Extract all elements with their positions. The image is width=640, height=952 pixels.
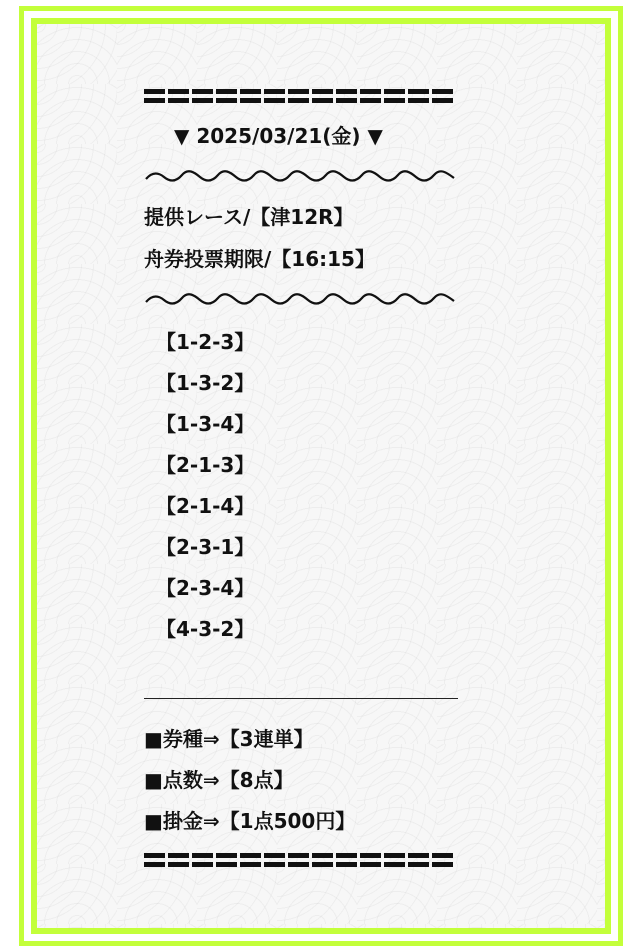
pick-item: 【1-2-3】: [156, 330, 255, 354]
pick-item: 【2-3-1】: [156, 535, 255, 559]
horizontal-rule: [144, 698, 458, 699]
deadline-line: 舟券投票期限/【16:15】: [144, 247, 375, 271]
pick-item: 【4-3-2】: [156, 617, 255, 641]
pick-item: 【2-1-3】: [156, 453, 255, 477]
race-line: 提供レース/【津12R】: [144, 205, 354, 229]
pick-item: 【2-1-4】: [156, 494, 255, 518]
date-line: ▼ 2025/03/21(金) ▼: [174, 124, 383, 148]
pick-item: 【2-3-4】: [156, 576, 255, 600]
top-equals-divider: [144, 86, 454, 106]
points-line: ■点数⇒【8点】: [144, 768, 294, 792]
inner-frame: [31, 18, 611, 934]
pick-item: 【1-3-2】: [156, 371, 255, 395]
bet-type-line: ■券種⇒【3連単】: [144, 727, 314, 751]
bottom-equals-divider: [144, 850, 454, 870]
stake-line: ■掛金⇒【1点500円】: [144, 809, 356, 833]
tilde-divider-bottom: [144, 293, 456, 307]
tilde-divider-top: [144, 170, 456, 184]
pick-item: 【1-3-4】: [156, 412, 255, 436]
